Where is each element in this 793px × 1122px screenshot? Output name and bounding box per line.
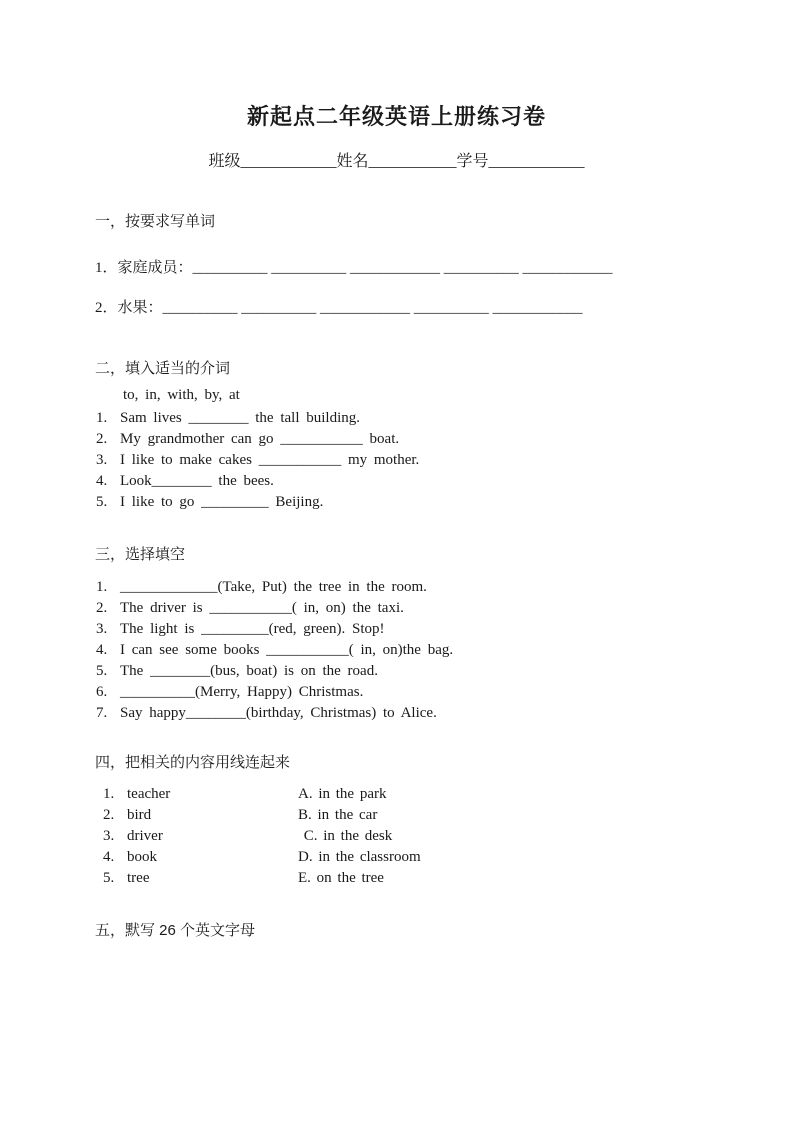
class-label: 班级 xyxy=(208,153,241,170)
item-text: Look________ the bees. xyxy=(120,473,274,489)
match-left-word: driver xyxy=(127,828,163,844)
item-number: 5. xyxy=(96,663,108,679)
matching-row xyxy=(95,784,421,805)
item-number: 1. xyxy=(96,579,108,595)
matching-row xyxy=(95,847,421,868)
exercise-item xyxy=(95,492,419,513)
item-number: 2. xyxy=(96,431,108,447)
exercise-item xyxy=(95,661,453,682)
item-label: 家庭成员： xyxy=(117,260,193,276)
item-number: 2. xyxy=(96,600,108,616)
exercise-item xyxy=(95,640,453,661)
item-label: 水果： xyxy=(117,300,163,316)
exercise-item xyxy=(95,619,453,640)
match-left-word: teacher xyxy=(127,786,171,802)
item-number: 7. xyxy=(96,705,108,721)
section-four-heading: 四，把相关的内容用线连起来 xyxy=(95,754,291,771)
match-right-phrase: B. in the car xyxy=(298,807,378,823)
matching-row xyxy=(95,805,421,826)
section-three-heading: 三，选择填空 xyxy=(95,546,186,563)
item-text: Say happy________(birthday, Christmas) to Alice. xyxy=(120,705,437,721)
exercise-item xyxy=(95,450,419,471)
match-left-word: tree xyxy=(127,870,150,886)
item-number: 3. xyxy=(103,828,115,844)
answer-blanks: __________ __________ ____________ __________ ____________ xyxy=(192,260,613,276)
item-number: 1. xyxy=(96,410,108,426)
exercise-item xyxy=(95,682,453,703)
item-text: __________(Merry, Happy) Christmas. xyxy=(120,684,364,700)
item-number: 4. xyxy=(96,642,108,658)
section-two-heading: 二，填入适当的介词 xyxy=(95,360,231,377)
section-three-list xyxy=(95,577,453,724)
item-text: The light is _________(red, green). Stop! xyxy=(120,621,385,637)
match-left-word: book xyxy=(127,849,157,865)
name-label: 姓名 xyxy=(336,153,369,170)
class-blank: ____________ xyxy=(240,153,337,170)
item-text: The driver is ___________( in, on) the taxi. xyxy=(120,600,404,616)
item-text: The ________(bus, boat) is on the road. xyxy=(120,663,378,679)
item-number: 4. xyxy=(103,849,115,865)
match-right-phrase: E. on the tree xyxy=(298,870,384,886)
id-label: 学号 xyxy=(456,153,489,170)
section-five-heading: 五，默写 26 个英文字母 xyxy=(95,922,256,939)
item-text: Sam lives ________ the tall building. xyxy=(120,410,360,426)
item-number: 1. xyxy=(103,786,115,802)
page-title: 新起点二年级英语上册练习卷 xyxy=(246,104,546,129)
section-one-item-family xyxy=(95,256,613,277)
student-info-line xyxy=(0,148,793,171)
section-one-item-fruit xyxy=(95,296,583,317)
exercise-item xyxy=(95,703,453,724)
section-one-heading: 一，按要求写单词 xyxy=(95,213,216,230)
match-right-phrase: A. in the park xyxy=(298,786,387,802)
answer-blanks: __________ __________ ____________ __________ ____________ xyxy=(162,300,583,316)
item-text: I can see some books ___________( in, on)the bag. xyxy=(120,642,454,658)
item-number: 5. xyxy=(103,870,115,886)
matching-row xyxy=(95,868,421,889)
item-text: _____________(Take, Put) the tree in the room. xyxy=(120,579,427,595)
item-number: 6. xyxy=(96,684,108,700)
item-number: 1． xyxy=(95,260,118,276)
exercise-item xyxy=(95,598,453,619)
matching-row xyxy=(95,826,421,847)
item-number: 3. xyxy=(96,621,108,637)
item-number: 5. xyxy=(96,494,108,510)
section-two-list xyxy=(95,408,419,513)
name-blank: ___________ xyxy=(368,153,457,170)
match-right-phrase: D. in the classroom xyxy=(298,849,421,865)
exercise-item xyxy=(95,577,453,598)
exercise-item xyxy=(95,408,419,429)
item-number: 4. xyxy=(96,473,108,489)
item-text: My grandmother can go ___________ boat. xyxy=(120,431,400,447)
matching-exercise xyxy=(95,784,421,889)
item-text: I like to go _________ Beijing. xyxy=(120,494,324,510)
preposition-word-bank: to, in, with, by, at xyxy=(123,387,240,403)
item-number: 2． xyxy=(95,300,118,316)
exercise-item xyxy=(95,471,419,492)
item-number: 3. xyxy=(96,452,108,468)
id-blank: ____________ xyxy=(488,153,585,170)
item-number: 2. xyxy=(103,807,115,823)
item-text: I like to make cakes ___________ my mother. xyxy=(120,452,420,468)
match-right-phrase: C. in the desk xyxy=(298,828,393,844)
exercise-item xyxy=(95,429,419,450)
match-left-word: bird xyxy=(127,807,152,823)
